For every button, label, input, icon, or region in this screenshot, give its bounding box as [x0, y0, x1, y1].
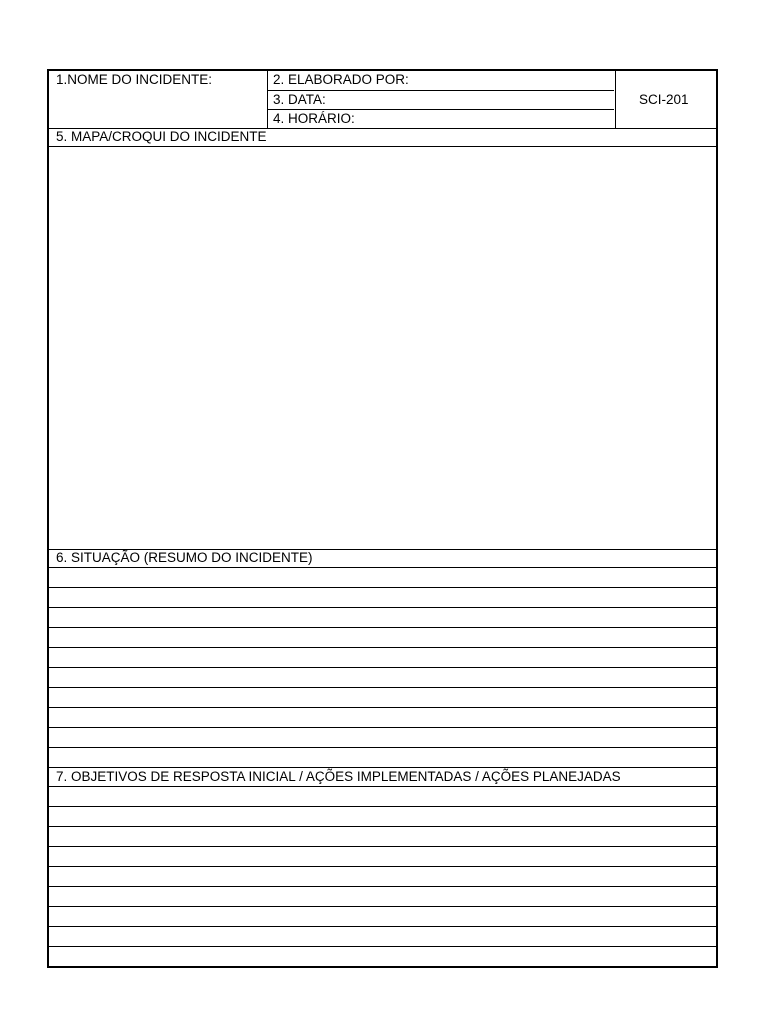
prepared-by-label: 2. ELABORADO POR: [273, 72, 409, 87]
objectives-rule-line [49, 946, 716, 947]
header-row-line-2 [267, 109, 614, 110]
objectives-rule-line [49, 926, 716, 927]
objectives-rule-line [49, 806, 716, 807]
objectives-rule-line [49, 866, 716, 867]
objectives-rule-line [49, 786, 716, 787]
time-label: 4. HORÁRIO: [273, 111, 355, 126]
date-label: 3. DATA: [273, 92, 326, 107]
map-section-label: 5. MAPA/CROQUI DO INCIDENTE [56, 129, 267, 144]
situation-section-label: 6. SITUAÇÃO (RESUMO DO INCIDENTE) [56, 550, 313, 565]
form-code: SCI-201 [639, 92, 689, 107]
objectives-rule-line [49, 826, 716, 827]
header-divider-right [615, 71, 616, 128]
situation-rule-line [49, 587, 716, 588]
situation-rule-line [49, 667, 716, 668]
situation-rule-line [49, 647, 716, 648]
situation-rule-line [49, 727, 716, 728]
objectives-rule-line [49, 906, 716, 907]
incident-name-label: 1.NOME DO INCIDENTE: [56, 72, 213, 87]
incident-form [47, 69, 718, 968]
situation-rule-line [49, 687, 716, 688]
objectives-section-label: 7. OBJETIVOS DE RESPOSTA INICIAL / AÇÕES IMPLEMENTADAS / AÇÕES PLANEJADAS [56, 769, 621, 784]
situation-rule-line [49, 747, 716, 748]
situation-rule-line [49, 767, 716, 768]
objectives-rule-line [49, 886, 716, 887]
situation-rule-line [49, 567, 716, 568]
situation-rule-line [49, 707, 716, 708]
situation-rule-line [49, 627, 716, 628]
map-area[interactable] [49, 147, 716, 549]
situation-rule-line [49, 607, 716, 608]
header-divider-left [267, 71, 268, 128]
header-row-line-1 [267, 90, 614, 91]
objectives-rule-line [49, 846, 716, 847]
